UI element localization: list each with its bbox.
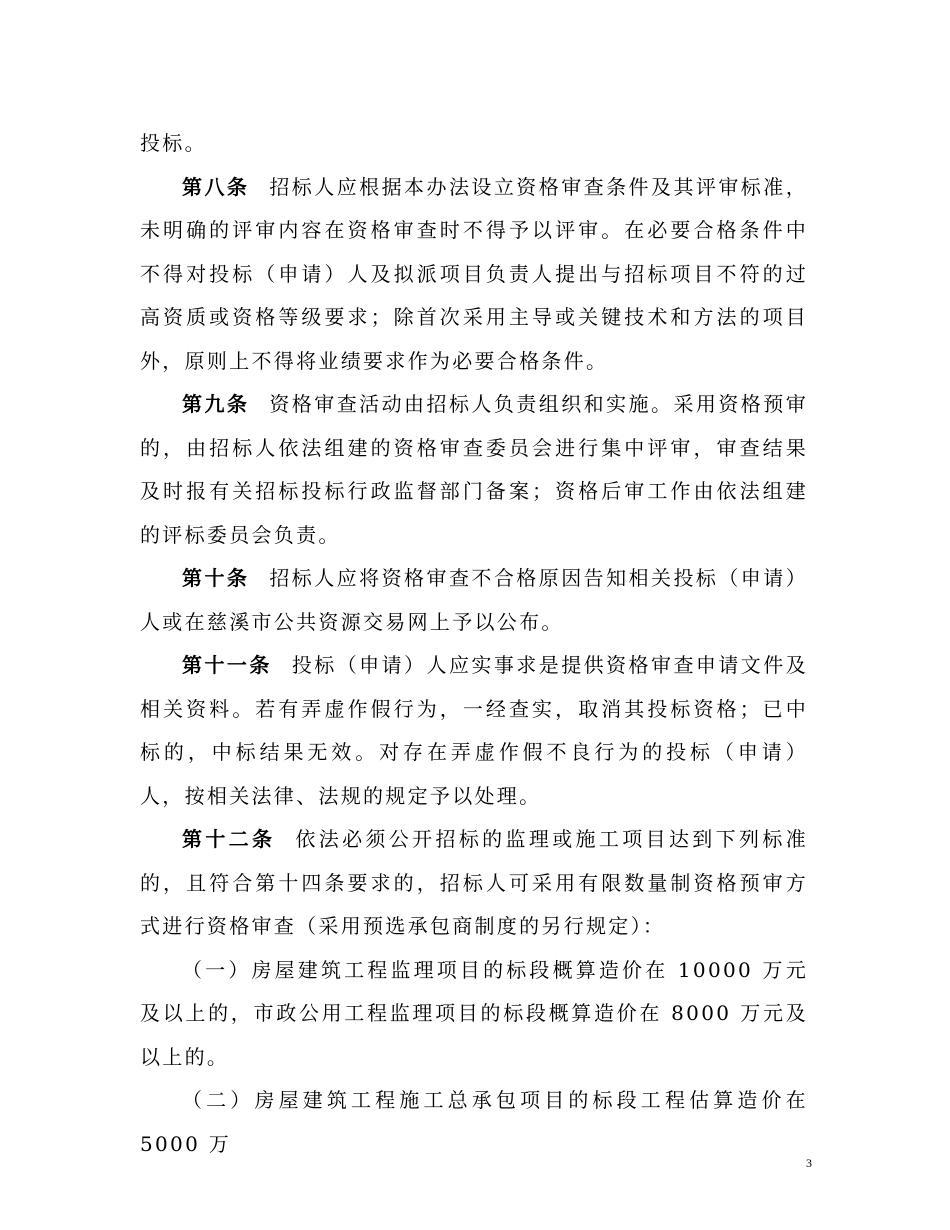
paragraph-text: （一）房屋建筑工程监理项目的标段概算造价在 10000 万元及以上的，市政公用工程监理项目的标段概算造价在 8000 万元及以上的。 (140, 957, 808, 1069)
list-item-1 (140, 949, 808, 1080)
paragraph-text: （二）房屋建筑工程施工总承包项目的标段工程估算造价在 5000 万 (140, 1088, 808, 1156)
article-11 (140, 644, 808, 818)
paragraph-text: 招标人应将资格审查不合格原因告知相关投标（申请）人或在慈溪市公共资源交易网上予以公布。 (140, 566, 809, 634)
document-body (140, 122, 808, 1166)
article-heading: 第十二条 (182, 827, 276, 851)
page-number: 3 (806, 1156, 812, 1170)
article-8 (140, 166, 808, 384)
article-heading: 第十一条 (182, 653, 272, 677)
article-9 (140, 383, 808, 557)
article-heading: 第九条 (182, 392, 250, 416)
article-10 (140, 557, 808, 644)
article-heading: 第八条 (182, 174, 250, 199)
paragraph-text: 依法必须公开招标的监理或施工项目达到下列标准的，且符合第十四条要求的，招标人可采用有限数量制资格预审方式进行资格审查（采用预选承包商制度的另行规定）： (140, 827, 808, 938)
paragraph-continuation (140, 122, 808, 166)
list-item-2 (140, 1079, 808, 1166)
paragraph-text: 投标。 (140, 131, 207, 155)
paragraph-text: 资格审查活动由招标人负责组织和实施。采用资格预审的，由招标人依法组建的资格审查委员会进行集中评审，审查结果及时报有关招标投标行政监督部门备案；资格后审工作由依法组建的评标委员会负责。 (140, 392, 809, 547)
article-heading: 第十条 (182, 566, 250, 590)
paragraph-text: 投标（申请）人应实事求是提供资格审查申请文件及相关资料。若有弄虚作假行为，一经查实，取消其投标资格；已中标的，中标结果无效。对存在弄虚作假不良行为的投标（申请）人，按相关法律、法规的规定予以处理。 (140, 653, 809, 808)
paragraph-text: 招标人应根据本办法设立资格审查条件及其评审标准，未明确的评审内容在资格审查时不得予以评审。在必要合格条件中不得对投标（申请）人及拟派项目负责人提出与招标项目不符的过高资质或资格等级要求；除首次采用主导或关键技术和方法的项目外，原则上不得将业绩要求作为必要合格条件。 (140, 174, 809, 373)
article-12 (140, 818, 808, 949)
